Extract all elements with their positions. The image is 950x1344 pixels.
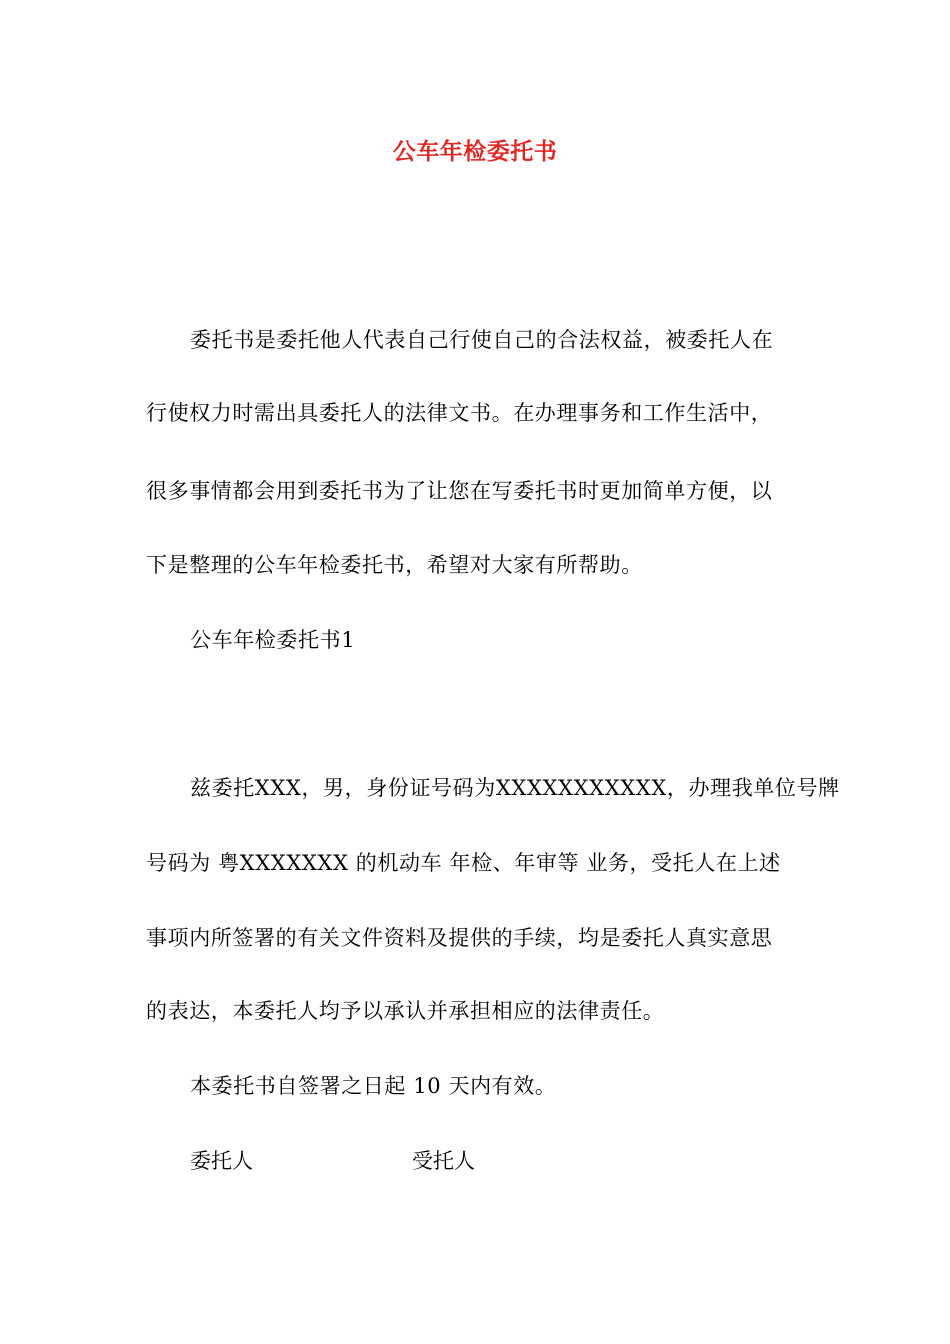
intro-line-4: 下是整理的公车年检委托书，希望对大家有所帮助。: [146, 553, 643, 577]
document-title: 公车年检委托书: [392, 139, 558, 165]
validity-line: 本委托书自签署之日起 10 天内有效。: [190, 1074, 557, 1098]
agent-signature-label: 受托人: [412, 1149, 475, 1173]
body-line-4: 的表达，本委托人均予以承认并承担相应的法律责任。: [146, 999, 665, 1023]
body-line-2: 号码为 粤XXXXXXX 的机动车 年检、年审等 业务，受托人在上述: [146, 851, 781, 875]
body-line-1: 兹委托XXX，男，身份证号码为XXXXXXXXXXX，办理我单位号牌: [190, 776, 840, 800]
intro-line-3: 很多事情都会用到委托书为了让您在写委托书时更加简单方便，以: [146, 479, 773, 503]
intro-line-2: 行使权力时需出具委托人的法律文书。在办理事务和工作生活中，: [146, 401, 773, 425]
principal-signature-label: 委托人: [190, 1149, 253, 1173]
signature-row: [190, 1146, 590, 1176]
body-line-3: 事项内所签署的有关文件资料及提供的手续，均是委托人真实意思: [146, 926, 773, 950]
intro-line-1: 委托书是委托他人代表自己行使自己的合法权益，被委托人在: [190, 328, 774, 352]
section-heading: 公车年检委托书1: [190, 628, 356, 652]
